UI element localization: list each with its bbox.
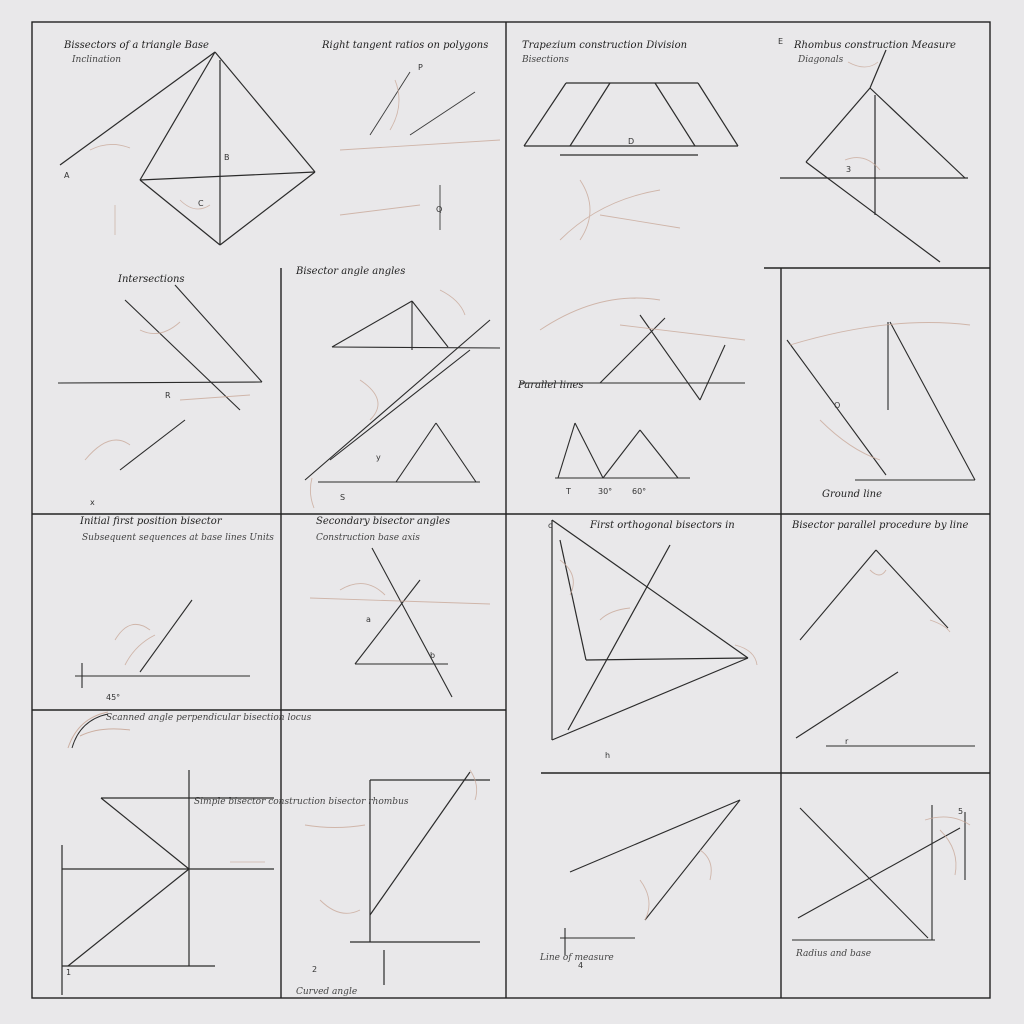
mark-S: S <box>340 493 346 502</box>
panel-9 <box>75 516 274 702</box>
panel-10-caption: Secondary bisector angles <box>316 516 451 527</box>
panel-8 <box>787 322 975 500</box>
mark-4: 4 <box>578 961 584 970</box>
panel-11 <box>548 520 757 760</box>
panel-2 <box>321 40 500 230</box>
panel-1 <box>60 40 315 245</box>
mark-r: r <box>845 737 849 746</box>
mark-C: C <box>198 199 204 208</box>
panel-1-subcaption: Inclination <box>72 55 122 65</box>
panel-14-caption: Simple bisector construction bisector rhombus <box>194 797 409 807</box>
panel-2-caption: Right tangent ratios on polygons <box>322 40 489 51</box>
panel-9-caption: Initial first position bisector <box>80 516 222 527</box>
panel-7-caption: Parallel lines <box>518 380 584 391</box>
panel-14 <box>62 770 409 995</box>
mark-T: T <box>566 487 571 496</box>
mark-R: R <box>165 391 171 400</box>
panel-8-caption: Ground line <box>822 489 883 500</box>
mark-B: B <box>224 153 230 162</box>
panel-4-subcaption: Diagonals <box>798 55 844 65</box>
mark-P: P <box>418 63 423 72</box>
panel-12-caption: Bisector parallel procedure by line <box>792 520 969 531</box>
panel-17-caption: Radius and base <box>796 949 872 959</box>
panel-3-subcaption: Bisections <box>522 55 569 65</box>
mark-a: a <box>366 615 371 624</box>
mark-O: O <box>834 401 841 410</box>
panel-9-subcaption: Subsequent sequences at base lines Units <box>82 533 274 543</box>
mark-b: b <box>430 651 436 660</box>
panel-1-caption: Bissectors of a triangle Base <box>64 40 209 51</box>
mark-3: 3 <box>846 165 852 174</box>
panel-5 <box>58 274 262 507</box>
mark-Q: Q <box>436 205 443 214</box>
panel-10 <box>310 516 490 697</box>
panel-3-caption: Trapezium construction Division <box>522 40 688 51</box>
panel-16-caption: Line of measure <box>540 953 614 963</box>
mark-1: 1 <box>66 968 72 977</box>
panel-7 <box>517 298 745 496</box>
panel-17 <box>792 805 970 959</box>
panel-16 <box>539 800 740 970</box>
panel-12 <box>791 520 975 746</box>
panel-5-caption: Intersections <box>118 274 185 285</box>
mark-y: y <box>376 453 381 462</box>
mark-A: A <box>64 171 70 180</box>
mark-2: 2 <box>312 965 318 974</box>
mark-45deg: 45° <box>106 693 121 702</box>
mark-60deg: 60° <box>632 487 647 496</box>
panel-15-caption: Curved angle <box>296 987 358 997</box>
panel-4-caption: Rhombus construction Measure <box>794 40 956 51</box>
panel-4 <box>778 37 968 262</box>
mark-E: E <box>778 37 784 46</box>
mark-c: c <box>548 521 553 530</box>
panel-13 <box>68 712 312 748</box>
mark-h: h <box>605 751 611 760</box>
mark-x: x <box>90 498 95 507</box>
mark-D: D <box>628 137 635 146</box>
panel-13-caption: Scanned angle perpendicular bisection locus <box>106 713 312 723</box>
panel-3 <box>521 40 738 240</box>
mark-30deg: 30° <box>598 487 613 496</box>
mark-5: 5 <box>958 807 964 816</box>
panel-10-subcaption: Construction base axis <box>316 533 420 543</box>
panel-11-caption: First orthogonal bisectors in <box>590 520 735 531</box>
panel-6 <box>295 266 500 508</box>
panel-6-caption: Bisector angle angles <box>296 266 406 277</box>
